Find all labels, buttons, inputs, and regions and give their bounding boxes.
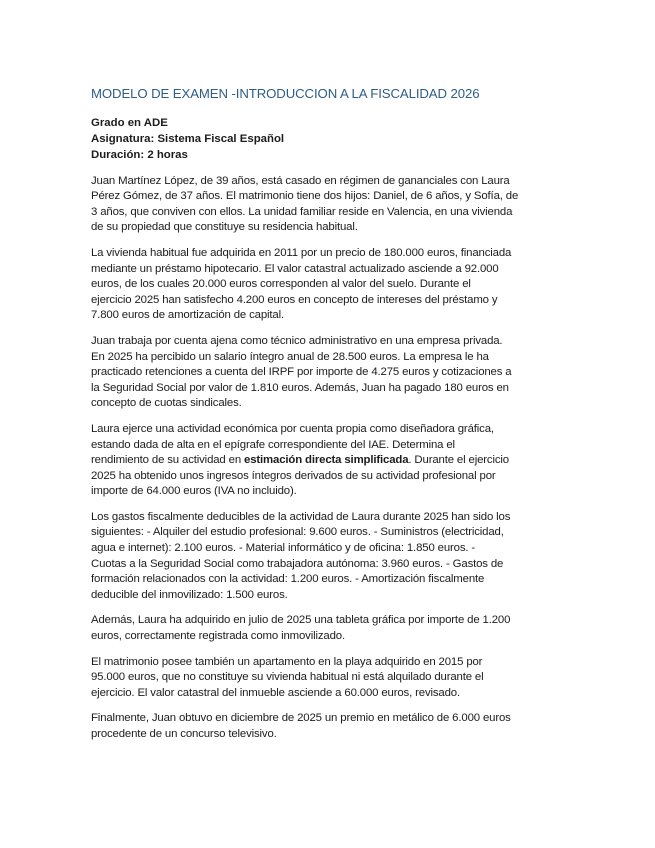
text-line: Los gastos fiscalmente deducibles de la actividad de Laura durante 2025 han sido los [91,510,511,523]
subject-line: Asignatura: Sistema Fiscal Español [91,133,285,146]
text-line: concepto de cuotas sindicales. [91,397,242,410]
paragraph-4 [91,422,575,500]
text-line: la Seguridad Social por valor de 1.810 euros. Además, Juan ha pagado 180 euros en [91,381,509,394]
text-line: Cuotas a la Seguridad Social como trabajadora autónoma: 3.960 euros. - Gastos de [91,557,504,570]
text-line: 2025 ha obtenido unos ingresos íntegros derivados de su actividad profesional por [91,469,496,482]
duration-line: Duración: 2 horas [91,149,188,162]
document-body [91,174,575,743]
paragraph-5 [91,510,575,604]
degree-line: Grado en ADE [91,117,168,129]
text-line: euros, de los cuales 20.000 euros corresponden al valor del suelo. Durante el [91,278,471,291]
text-line: Juan trabaja por cuenta ajena como técnico administrativo en una empresa privada. [91,334,503,347]
text-line: deducible del inmovilizado: 1.500 euros. [91,588,288,601]
text-run: rendimiento de su actividad en [91,454,245,467]
text-line: euros, correctamente registrada como inmovilizado. [91,630,345,643]
text-line: El matrimonio posee también un apartamento en la playa adquirido en 2015 por [91,655,483,668]
text-line: ejercicio. El valor catastral del inmueble asciende a 60.000 euros, revisado. [91,686,460,699]
text-line: La vivienda habitual fue adquirida en 2011 por un precio de 180.000 euros, financiada [91,246,512,259]
text-line: procedente de un concurso televisivo. [91,728,277,741]
text-line: de su propiedad que constituye su residencia habitual. [91,221,358,234]
paragraph-7 [91,655,575,702]
text-line: 7.800 euros de amortización de capital. [91,309,284,322]
document-title: MODELO DE EXAMEN -INTRODUCCION A LA FISCALIDAD 2026 [91,86,480,101]
text-line: 95.000 euros, que no constituye su vivienda habitual ni está alquilado durante el [91,671,484,684]
text-line: 3 años, que conviven con ellos. La unidad familiar reside en Valencia, en una vivienda [91,205,513,218]
text-line: estando dada de alta en el epígrafe correspondiente del IAE. Determina el [91,438,455,451]
text-line: Pérez Gómez, de 37 años. El matrimonio tiene dos hijos: Daniel, de 6 años, y Sofía, de [91,190,519,203]
text-line: En 2025 ha percibido un salario íntegro anual de 28.500 euros. La empresa le ha [91,350,489,363]
paragraph-1 [91,174,575,236]
text-line: practicado retenciones a cuenta del IRPF por importe de 4.275 euros y cotizaciones a [91,366,512,379]
text-line: importe de 64.000 euros (IVA no incluido). [91,485,297,498]
text-line: Laura ejerce una actividad económica por cuenta propia como diseñadora gráfica, [91,422,494,435]
text-line: mediante un préstamo hipotecario. El valor catastral actualizado asciende a 92.000 [91,262,499,275]
text-line: agua e internet): 2.100 euros. - Material informático y de oficina: 1.850 euros. - [91,542,476,555]
text-line: formación relacionados con la actividad: 1.200 euros. - Amortización fiscalmente [91,573,485,586]
paragraph-2 [91,246,575,324]
paragraph-8 [91,711,575,742]
exam-meta [91,115,575,164]
text-line: Además, Laura ha adquirido en julio de 2025 una tableta gráfica por importe de 1.200 [91,614,511,627]
paragraph-3 [91,334,575,412]
text-line: Juan Martínez López, de 39 años, está casado en régimen de gananciales con Laura [91,174,510,187]
paragraph-6 [91,613,575,644]
text-line: siguientes: - Alquiler del estudio profesional: 9.600 euros. - Suministros (electricidad, [91,526,504,539]
text-line: ejercicio 2025 han satisfecho 4.200 euros en concepto de intereses del préstamo y [91,293,498,306]
emphasis-text: estimación directa simplificada [244,454,409,467]
text-line: Finalmente, Juan obtuvo en diciembre de 2025 un premio en metálico de 6.000 euros [91,712,511,725]
text-line [91,453,575,469]
text-run: . Durante el ejercicio [408,454,509,467]
